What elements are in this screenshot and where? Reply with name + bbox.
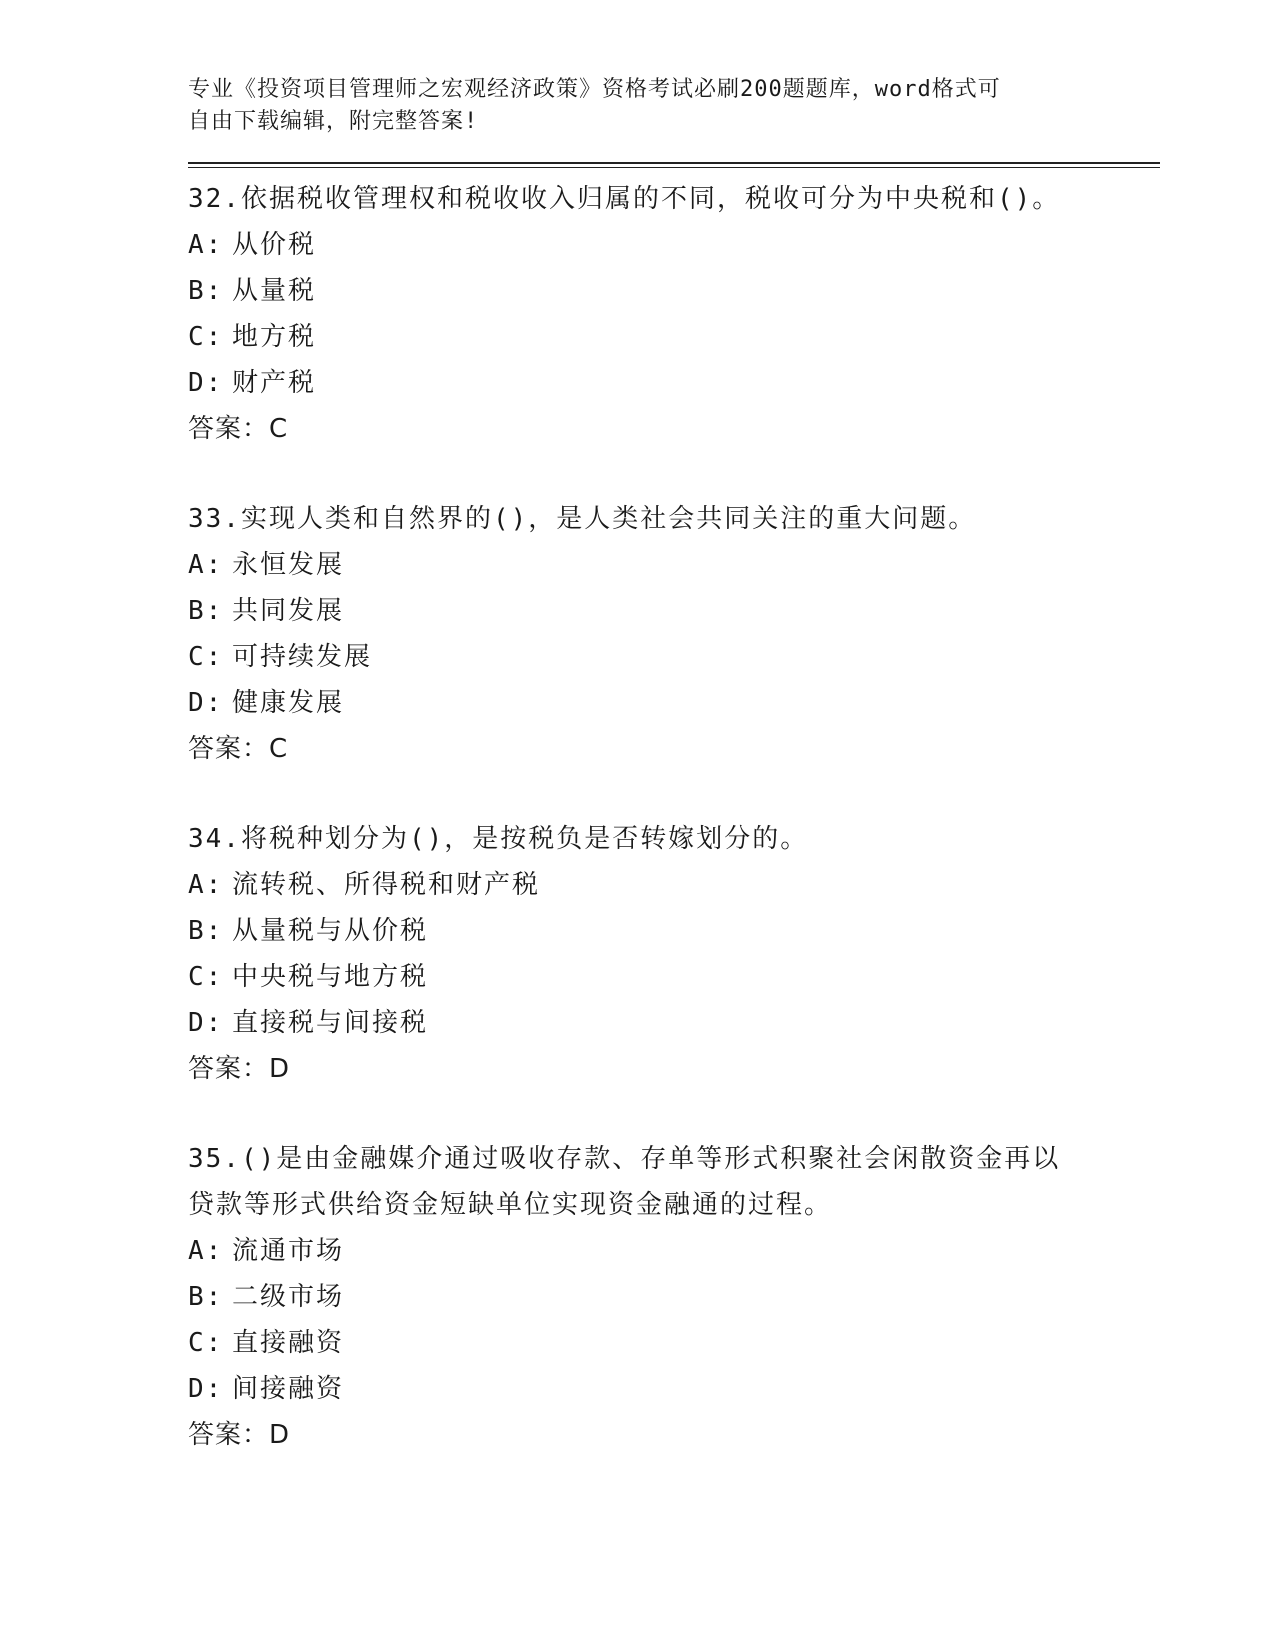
option-letter: C: — [188, 642, 224, 672]
option-letter: C: — [188, 962, 224, 992]
option-text: 可持续发展 — [232, 642, 373, 672]
option-text: 直接税与间接税 — [232, 1008, 429, 1038]
option-text: 流通市场 — [232, 1236, 345, 1266]
option-d — [188, 680, 1160, 726]
option-d — [188, 1000, 1160, 1046]
option-letter: B: — [188, 596, 224, 626]
option-text: 从量税 — [232, 276, 317, 306]
option-letter: A: — [188, 870, 224, 900]
answer-line: 答案：C — [188, 414, 289, 444]
document-header — [188, 74, 1088, 138]
option-c — [188, 954, 1160, 1000]
option-letter: C: — [188, 322, 224, 352]
question-spacer — [188, 1092, 1160, 1136]
question-stem: 33.实现人类和自然界的()，是人类社会共同关注的重大问题。 — [188, 504, 977, 534]
option-letter: B: — [188, 276, 224, 306]
question-35 — [188, 1136, 1160, 1458]
answer-line: 答案：D — [188, 1054, 291, 1084]
option-text: 间接融资 — [232, 1374, 345, 1404]
option-a — [188, 862, 1160, 908]
option-letter: D: — [188, 688, 224, 718]
option-text: 永恒发展 — [232, 550, 345, 580]
option-text: 财产税 — [232, 368, 317, 398]
option-text: 从量税与从价税 — [232, 916, 429, 946]
question-33 — [188, 496, 1160, 772]
header-line-2: 自由下载编辑，附完整答案! — [188, 109, 479, 134]
option-letter: B: — [188, 1282, 224, 1312]
option-c — [188, 634, 1160, 680]
option-text: 流转税、所得税和财产税 — [232, 870, 541, 900]
question-spacer — [188, 772, 1160, 816]
option-letter: D: — [188, 1008, 224, 1038]
question-stem: 35.()是由金融媒介通过吸收存款、存单等形式积聚社会闲散资金再以贷款等形式供给资金短缺单位实现资金融通的过程。 — [188, 1144, 1061, 1220]
option-letter: D: — [188, 1374, 224, 1404]
option-d — [188, 1366, 1160, 1412]
option-b — [188, 588, 1160, 634]
question-stem: 32.依据税收管理权和税收收入归属的不同，税收可分为中央税和()。 — [188, 184, 1061, 214]
option-letter: D: — [188, 368, 224, 398]
option-letter: A: — [188, 1236, 224, 1266]
answer-line: 答案：D — [188, 1420, 291, 1450]
option-b — [188, 908, 1160, 954]
option-a — [188, 222, 1160, 268]
option-c — [188, 314, 1160, 360]
option-letter: B: — [188, 916, 224, 946]
answer-line: 答案：C — [188, 734, 289, 764]
option-text: 中央税与地方税 — [232, 962, 429, 992]
option-a — [188, 542, 1160, 588]
question-34 — [188, 816, 1160, 1092]
question-stem: 34.将税种划分为()，是按税负是否转嫁划分的。 — [188, 824, 809, 854]
document-page — [188, 74, 1160, 1458]
option-letter: A: — [188, 550, 224, 580]
option-text: 从价税 — [232, 230, 317, 260]
option-letter: A: — [188, 230, 224, 260]
option-letter: C: — [188, 1328, 224, 1358]
option-text: 地方税 — [232, 322, 317, 352]
option-c — [188, 1320, 1160, 1366]
option-b — [188, 268, 1160, 314]
header-line-1: 专业《投资项目管理师之宏观经济政策》资格考试必刷200题题库，word格式可 — [188, 77, 1001, 102]
option-text: 二级市场 — [232, 1282, 345, 1312]
option-text: 健康发展 — [232, 688, 345, 718]
option-a — [188, 1228, 1160, 1274]
option-b — [188, 1274, 1160, 1320]
question-spacer — [188, 452, 1160, 496]
question-32 — [188, 176, 1160, 452]
option-d — [188, 360, 1160, 406]
option-text: 共同发展 — [232, 596, 345, 626]
option-text: 直接融资 — [232, 1328, 345, 1358]
